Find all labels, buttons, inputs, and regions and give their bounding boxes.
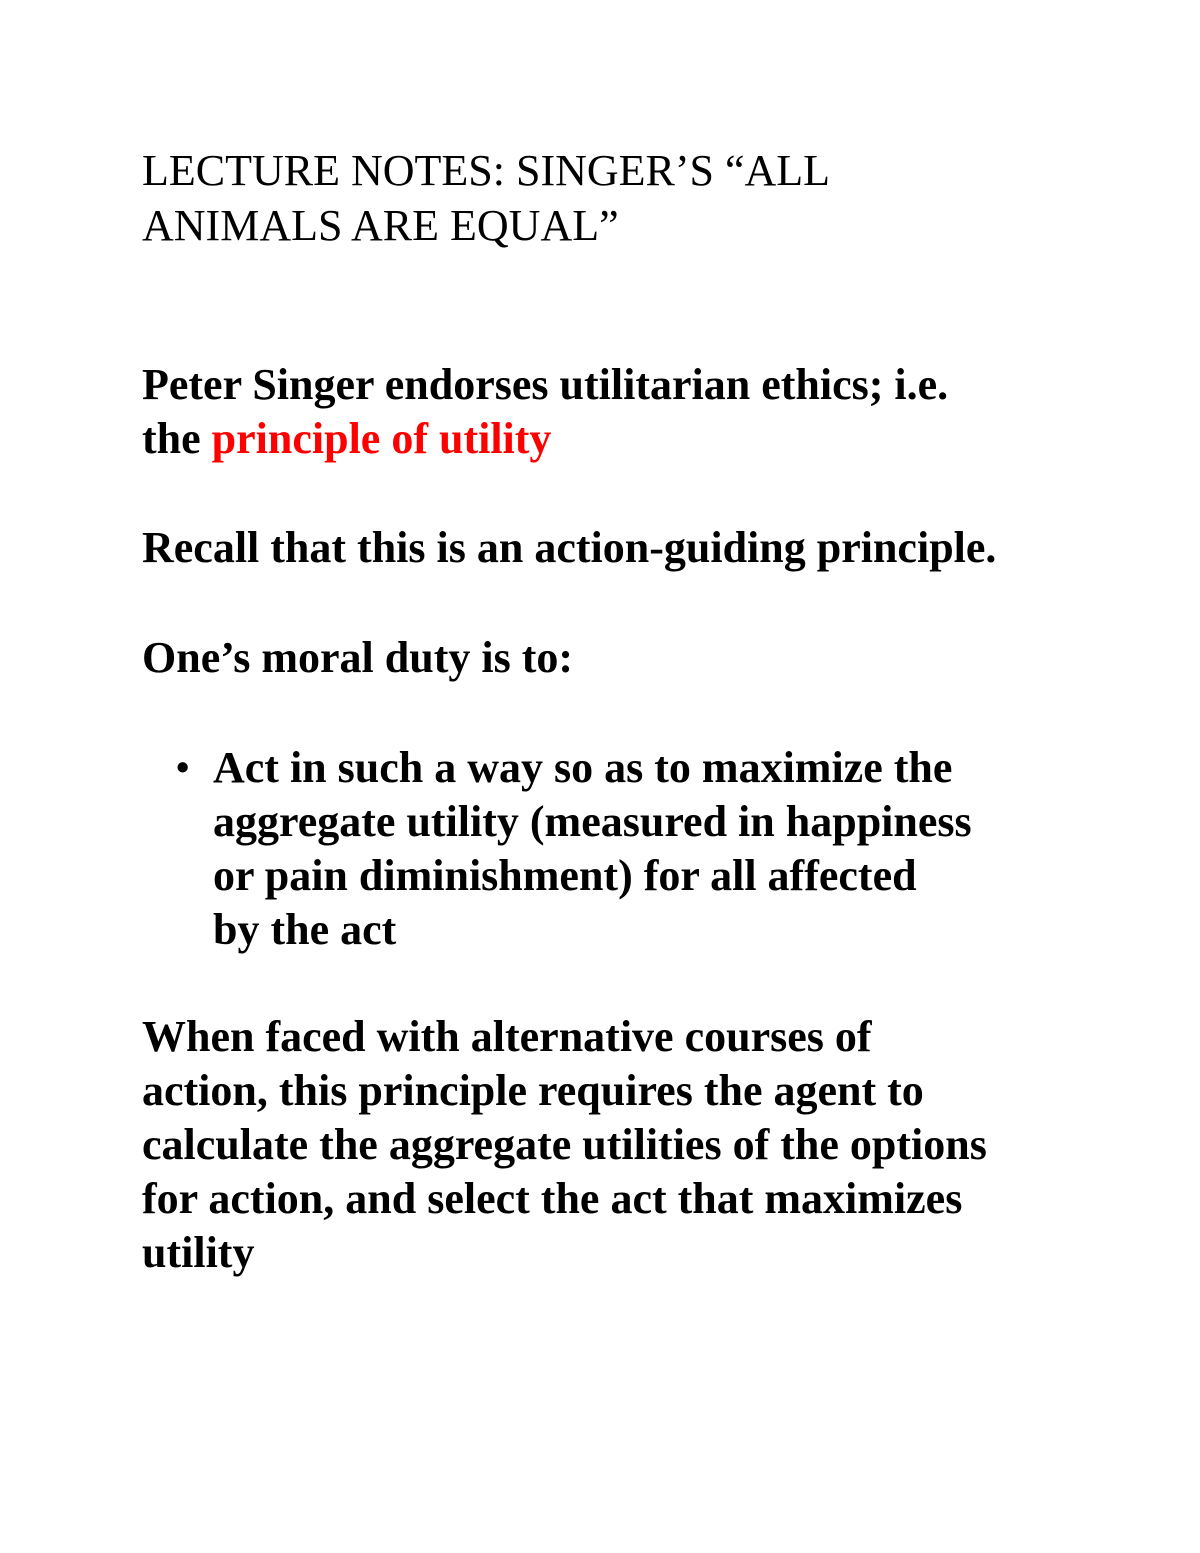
list-item-line: Act in such a way so as to maximize the [213, 743, 953, 792]
list-item [170, 741, 1100, 957]
paragraph-action-guiding [142, 521, 1102, 575]
bullet-icon: • [176, 747, 190, 789]
list-item-line: by the act [213, 905, 397, 954]
list-item-line: or pain diminishment) for all affected [213, 851, 917, 900]
paragraph-line: utility [142, 1228, 255, 1277]
paragraph-line: action, this principle requires the agent to [142, 1066, 924, 1115]
title-line-2: ANIMALS ARE EQUAL” [142, 201, 619, 250]
bullet-list [170, 741, 1100, 957]
paragraph-utilitarian-ethics [142, 358, 1102, 466]
paragraph-text: the [142, 414, 212, 463]
paragraph-line [142, 412, 1102, 466]
paragraph-line: Recall that this is an action-guiding principle. [142, 523, 997, 572]
title-line-1: LECTURE NOTES: SINGER’S “ALL [142, 146, 831, 195]
paragraph-line: calculate the aggregate utilities of the options [142, 1120, 987, 1169]
paragraph-line: Peter Singer endorses utilitarian ethics; i.e. [142, 360, 949, 409]
paragraph-line: One’s moral duty is to: [142, 633, 574, 682]
list-item-line: aggregate utility (measured in happiness [213, 797, 972, 846]
highlighted-term: principle of utility [211, 414, 552, 463]
page-title [142, 143, 1102, 253]
paragraph-alternative-courses [142, 1010, 1102, 1280]
paragraph-moral-duty [142, 631, 1102, 685]
paragraph-line: When faced with alternative courses of [142, 1012, 872, 1061]
paragraph-line: for action, and select the act that maximizes [142, 1174, 963, 1223]
